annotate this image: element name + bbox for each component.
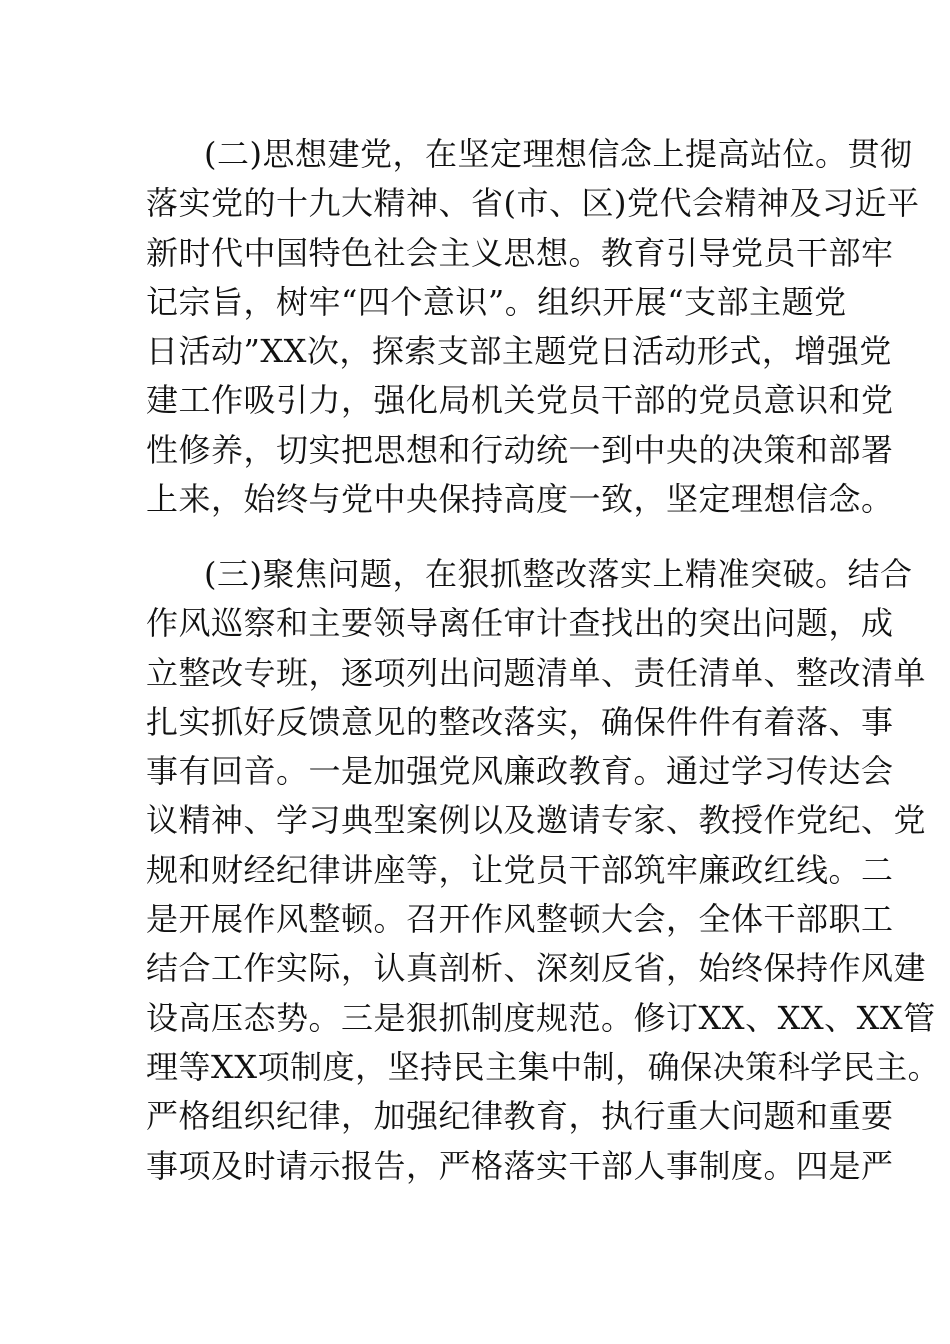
text-line: 设高压态势。三是狠抓制度规范。修订XX、XX、XX管 xyxy=(146,998,936,1037)
text-line: 性修养，切实把思想和行动统一到中央的决策和部署 xyxy=(146,430,894,469)
text-line: 理等XX项制度，坚持民主集中制，确保决策科学民主。 xyxy=(146,1047,941,1086)
text-line: 结合工作实际，认真剖析、深刻反省，始终保持作风建 xyxy=(146,949,927,988)
text-line: 日活动”XX次，探索支部主题党日活动形式，增强党 xyxy=(146,332,892,371)
text-line: 新时代中国特色社会主义思想。教育引导党员干部牢 xyxy=(146,233,894,272)
text-line: 议精神、学习典型案例以及邀请专家、教授作党纪、党 xyxy=(146,801,927,840)
text-line: (三)聚焦问题，在狠抓整改落实上精准突破。结合 xyxy=(204,555,913,593)
text-line: 扎实抓好反馈意见的整改落实，确保件件有着落、事 xyxy=(146,702,894,741)
text-line: 作风巡察和主要领导离任审计查找出的突出问题，成 xyxy=(146,604,894,643)
text-line: 记宗旨，树牢“四个意识”。组织开展“支部主题党 xyxy=(146,282,847,321)
text-line: 上来，始终与党中央保持高度一致，坚定理想信念。 xyxy=(146,480,894,519)
text-line: (二)思想建党，在坚定理想信念上提高站位。贯彻 xyxy=(204,135,913,173)
text-line: 事项及时请示报告，严格落实干部人事制度。四是严 xyxy=(146,1146,894,1185)
text-line: 严格组织纪律，加强纪律教育，执行重大问题和重要 xyxy=(146,1097,894,1136)
text-line: 建工作吸引力，强化局机关党员干部的党员意识和党 xyxy=(146,381,894,420)
text-line: 是开展作风整顿。召开作风整顿大会，全体干部职工 xyxy=(146,900,894,939)
text-line: 落实党的十九大精神、省(市、区)党代会精神及习近平 xyxy=(146,184,920,223)
text-line: 规和财经纪律讲座等，让党员干部筑牢廉政红线。二 xyxy=(146,850,894,889)
paragraph-ideological-party-building xyxy=(146,130,920,524)
paragraph-problem-rectification xyxy=(146,550,941,1191)
text-line: 事有回音。一是加强党风廉政教育。通过学习传达会 xyxy=(146,752,894,791)
text-line: 立整改专班，逐项列出问题清单、责任清单、整改清单 xyxy=(146,653,927,692)
